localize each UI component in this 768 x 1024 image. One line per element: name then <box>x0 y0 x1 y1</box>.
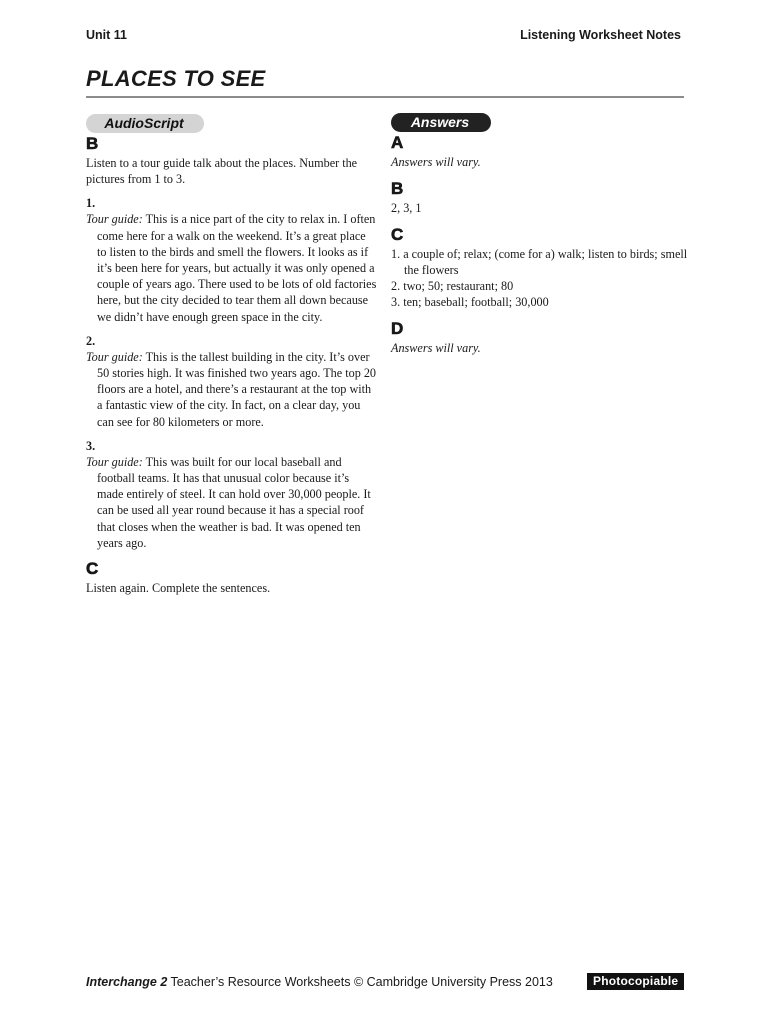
audioscript-heading: AudioScript <box>86 114 204 133</box>
answer-section-c-letter: C <box>391 225 404 244</box>
answer-section-b-text: 2, 3, 1 <box>391 201 422 215</box>
title-divider <box>86 96 684 98</box>
script-line: This is a nice part of the city to relax in. I often come here for a walk on the weekend. It’s a great place to listen to the birds and smell the flowers. It looks as if it’s been here for years, but actually it was only opened a couple of years ago. There used to be lots of old factories here, but the city decided to tear them all down because we didn’t have enough green space in the city. <box>97 212 377 324</box>
page-title: PLACES TO SEE <box>86 66 266 91</box>
answers-column <box>391 113 691 356</box>
script-item-number: 3. <box>86 438 96 453</box>
script-item-number: 2. <box>86 333 96 348</box>
script-item-text <box>86 349 378 430</box>
audioscript-section-c-letter: C <box>86 559 99 579</box>
footer-brand: Interchange 2 <box>86 975 168 989</box>
unit-label: Unit 11 <box>86 28 127 42</box>
answer-section-a-letter: A <box>391 133 404 152</box>
speaker-label: Tour guide: <box>86 349 143 364</box>
speaker-label: Tour guide: <box>86 212 143 227</box>
speaker-label: Tour guide: <box>86 454 143 469</box>
script-item <box>86 438 378 551</box>
script-item-text <box>86 454 378 551</box>
script-item-number: 1. <box>86 196 96 211</box>
answers-heading: Answers <box>391 113 491 132</box>
answer-section-b-letter: B <box>391 179 404 198</box>
script-line: This was built for our local baseball and football teams. It has that unusual color because it’s made entirely of steel. It can hold over 30,000 people. It can be used all year round because it has a special roof that closes when the weather is bad. It was opened ten years ago. <box>97 454 371 550</box>
audioscript-column <box>86 114 378 596</box>
script-item <box>86 333 378 430</box>
answer-section-d-text: Answers will vary. <box>391 341 481 355</box>
photocopiable-badge: Photocopiable <box>587 973 684 990</box>
script-line: This is the tallest building in the city. It’s over 50 stories high. It was finished two years ago. The top 20 floors are a hotel, and there’s a restaurant at the top with a fantastic view of the city. In fact, on a clear day, you can see for 80 kilometers or more. <box>97 349 377 429</box>
footer-copyright: Teacher’s Resource Worksheets © Cambridge University Press 2013 <box>170 975 553 989</box>
script-item-text <box>86 211 378 324</box>
audioscript-section-b-letter: B <box>86 134 99 153</box>
audioscript-section-c-instruction: Listen again. Complete the sentences. <box>86 581 271 596</box>
list-item: 1. a couple of; relax; (come for a) walk; listen to birds; smell the flowers <box>391 247 688 277</box>
list-item: 3. ten; baseball; football; 30,000 <box>391 295 549 309</box>
answer-section-d-letter: D <box>391 319 404 338</box>
list-item: 2. two; 50; restaurant; 80 <box>391 279 514 293</box>
answer-section-c-list <box>391 246 691 310</box>
audioscript-section-b-instruction: Listen to a tour guide talk about the places. Number the pictures from 1 to 3. <box>86 156 358 187</box>
answer-section-a-text: Answers will vary. <box>391 155 481 169</box>
worksheet-type-label: Listening Worksheet Notes <box>520 28 681 42</box>
footer <box>86 975 553 989</box>
script-item <box>86 195 378 324</box>
